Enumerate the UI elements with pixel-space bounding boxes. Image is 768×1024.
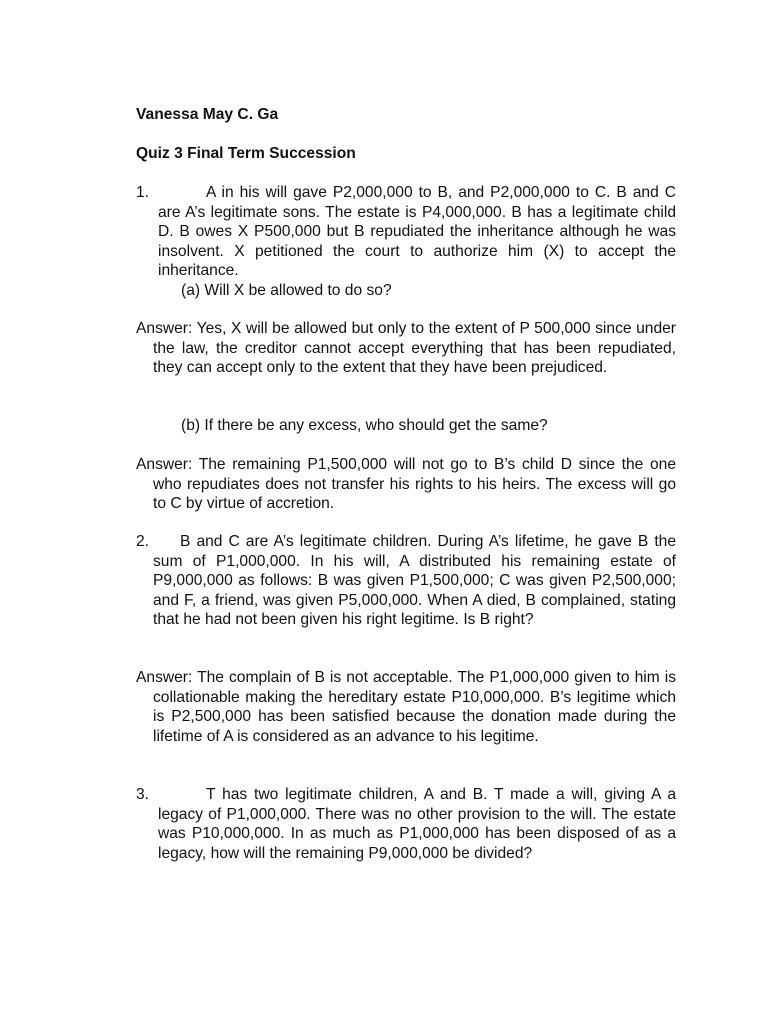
- sub-question-b: (b) If there be any excess, who should get the same?: [181, 417, 548, 434]
- quiz-title: Quiz 3 Final Term Succession: [136, 145, 356, 162]
- question-3: [136, 785, 676, 863]
- question-number: 3.: [136, 786, 150, 803]
- question-2: [136, 532, 676, 630]
- sub-question-a: (a) Will X be allowed to do so?: [181, 282, 392, 299]
- question-number: 1.: [136, 184, 150, 201]
- question-1: [136, 183, 676, 281]
- author-name: Vanessa May C. Ga: [136, 106, 279, 123]
- question-text: B and C are A’s legitimate children. During A’s lifetime, he gave B the sum of P1,000,000. In his will, A distributed his remaining estate of P9,000,000 as follows: B was given P1,500,000; C was given P2,500,000; and F, a friend, was given P5,000,000. When A died, B complained, stating that he had not been given his right legitime. Is B right?: [153, 533, 676, 628]
- answer-2: Answer: The complain of B is not acceptable. The P1,000,000 given to him is collationable making the hereditary estate P10,000,000. B’s legitime which is P2,500,000 has been satisfied because the donation made during the lifetime of A is considered as an advance to his legitime.: [136, 669, 676, 745]
- question-text: T has two legitimate children, A and B. T made a will, giving A a legacy of P1,000,000. There was no other provision to the will. The estate was P10,000,000. In as much as P1,000,000 has been disposed of as a legacy, how will the remaining P9,000,000 be divided?: [158, 786, 676, 862]
- answer-1b: Answer: The remaining P1,500,000 will not go to B’s child D since the one who repudiates does not transfer his rights to his heirs. The excess will go to C by virtue of accretion.: [136, 456, 676, 512]
- question-number: 2.: [136, 533, 150, 550]
- question-text: A in his will gave P2,000,000 to B, and P2,000,000 to C. B and C are A’s legitimate sons. The estate is P4,000,000. B has a legitimate child D. B owes X P500,000 but B repudiated the inheritance although he was insolvent. X petitioned the court to authorize him (X) to accept the inheritance.: [158, 184, 676, 279]
- answer-1a: Answer: Yes, X will be allowed but only to the extent of P 500,000 since under the law, the creditor cannot accept everything that has been repudiated, they can accept only to the extent that they have been prejudiced.: [136, 320, 676, 376]
